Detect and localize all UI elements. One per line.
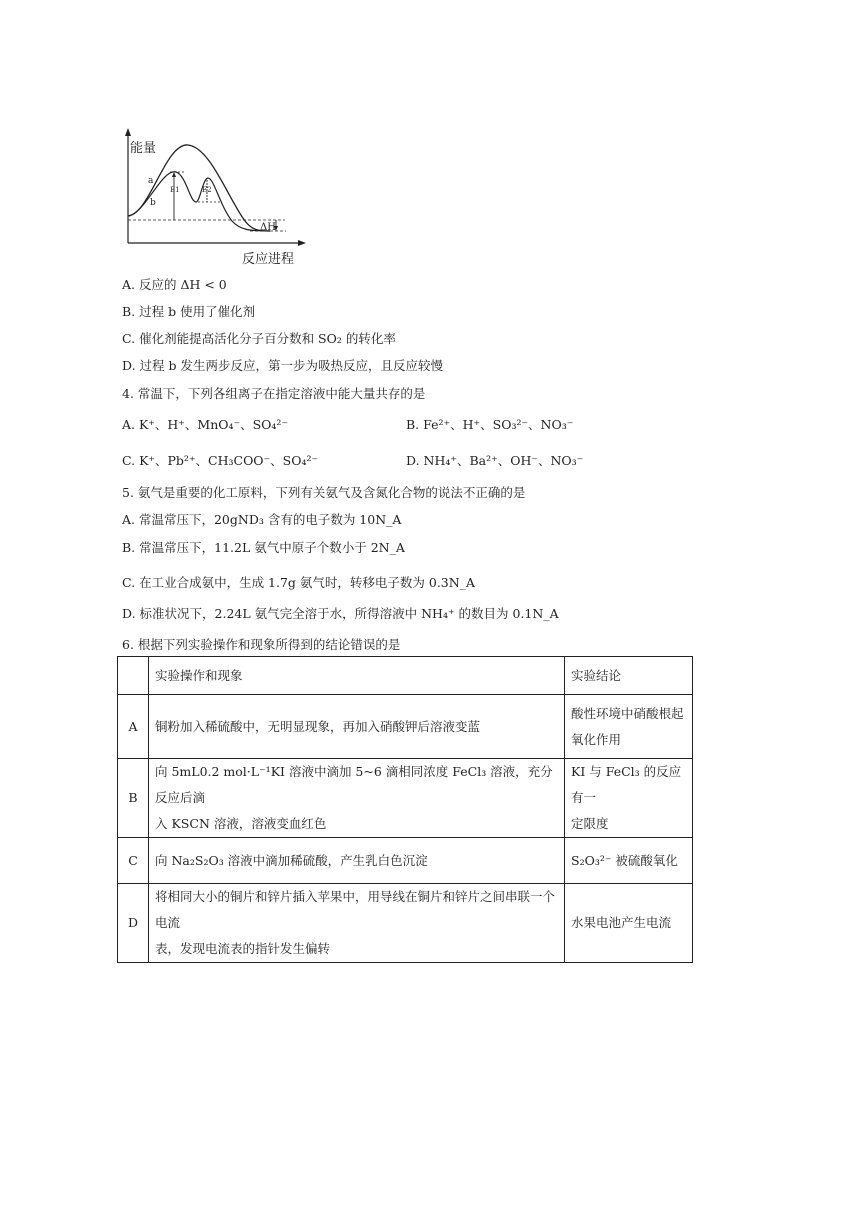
q4-option-c: C. K⁺、Pb²⁺、CH₃COO⁻、SO₄²⁻ bbox=[122, 453, 319, 468]
table-row bbox=[118, 838, 693, 884]
row-operation-line: 将相同大小的铜片和锌片插入苹果中，用导线在铜片和锌片之间串联一个电流 bbox=[155, 889, 556, 930]
row-conclusion-line: KI 与 FeCl₃ 的反应有一 bbox=[571, 764, 682, 805]
table-row bbox=[118, 759, 693, 838]
row-conclusion-line: 水果电池产生电流 bbox=[571, 915, 672, 930]
q3-option-c: C. 催化剂能提高活化分子百分数和 SO₂ 的转化率 bbox=[122, 331, 396, 346]
q6-stem: 6. 根据下列实验操作和现象所得到的结论错误的是 bbox=[122, 637, 401, 652]
table-row bbox=[118, 884, 693, 963]
y-axis-label: 能量 bbox=[130, 141, 157, 156]
q3-option-b: B. 过程 b 使用了催化剂 bbox=[122, 304, 256, 319]
q4-option-d: D. NH₄⁺、Ba²⁺、OH⁻、NO₃⁻ bbox=[406, 453, 584, 468]
row-conclusion-line: S₂O₃²⁻ 被硫酸氧化 bbox=[571, 852, 678, 868]
row-label: A bbox=[118, 695, 149, 759]
q4-option-a: A. K⁺、H⁺、MnO₄⁻、SO₄²⁻ bbox=[122, 417, 289, 432]
header-conclusion: 实验结论 bbox=[565, 657, 693, 695]
q4-option-b: B. Fe²⁺、H⁺、SO₃²⁻、NO₃⁻ bbox=[406, 417, 574, 432]
row-operation-line: 铜粉加入稀硫酸中，无明显现象，再加入硝酸钾后溶液变蓝 bbox=[155, 718, 481, 734]
q3-option-a: A. 反应的 ΔH < 0 bbox=[122, 277, 227, 292]
dh-label: ΔH bbox=[260, 222, 276, 233]
q4-stem: 4. 常温下，下列各组离子在指定溶液中能大量共存的是 bbox=[122, 386, 426, 401]
header-blank bbox=[118, 657, 149, 695]
row-label: B bbox=[118, 759, 149, 838]
row-conclusion-line: 酸性环境中硝酸根起 bbox=[571, 705, 684, 721]
curve-a bbox=[128, 145, 270, 231]
row-operation-line: 表，发现电流表的指针发生偏转 bbox=[155, 941, 331, 956]
row-conclusion-line: 氧化作用 bbox=[571, 731, 622, 747]
row-label: D bbox=[118, 884, 149, 963]
x-axis-label: 反应进程 bbox=[242, 252, 295, 267]
row-operation-line: 向 5mL0.2 mol·L⁻¹KI 溶液中滴加 5~6 滴相同浓度 FeCl₃ 溶液，充分反应后滴 bbox=[155, 764, 553, 805]
q5-stem: 5. 氨气是重要的化工原料，下列有关氨气及含氮化合物的说法不正确的是 bbox=[122, 485, 526, 500]
header-operation: 实验操作和现象 bbox=[149, 657, 565, 695]
curve-b-label: b bbox=[150, 198, 156, 208]
e1-label: E1 bbox=[170, 186, 180, 194]
table-row bbox=[118, 695, 693, 759]
energy-diagram bbox=[110, 128, 310, 263]
q5-option-b: B. 常温常压下，11.2L 氨气中原子个数小于 2N_A bbox=[122, 540, 405, 555]
table-header-row bbox=[118, 657, 693, 695]
q5-option-d: D. 标准状况下，2.24L 氨气完全溶于水，所得溶液中 NH₄⁺ 的数目为 0.1N_A bbox=[122, 606, 559, 621]
row-operation-line: 向 Na₂S₂O₃ 溶液中滴加稀硫酸，产生乳白色沉淀 bbox=[155, 852, 428, 868]
curve-a-label: a bbox=[148, 176, 154, 186]
q5-option-a: A. 常温常压下，20gND₃ 含有的电子数为 10N_A bbox=[122, 512, 402, 527]
y-axis-arrow bbox=[125, 128, 131, 136]
q5-option-c: C. 在工业合成氨中，生成 1.7g 氨气时，转移电子数为 0.3N_A bbox=[122, 575, 475, 590]
row-conclusion-line: 定限度 bbox=[571, 816, 609, 831]
e2-label: E2 bbox=[202, 186, 212, 194]
q3-option-d: D. 过程 b 发生两步反应，第一步为吸热反应，且反应较慢 bbox=[122, 358, 443, 373]
x-axis-arrow bbox=[298, 240, 306, 246]
row-operation-line: 入 KSCN 溶液，溶液变血红色 bbox=[155, 816, 327, 831]
q6-table bbox=[117, 656, 693, 963]
row-label: C bbox=[118, 838, 149, 884]
